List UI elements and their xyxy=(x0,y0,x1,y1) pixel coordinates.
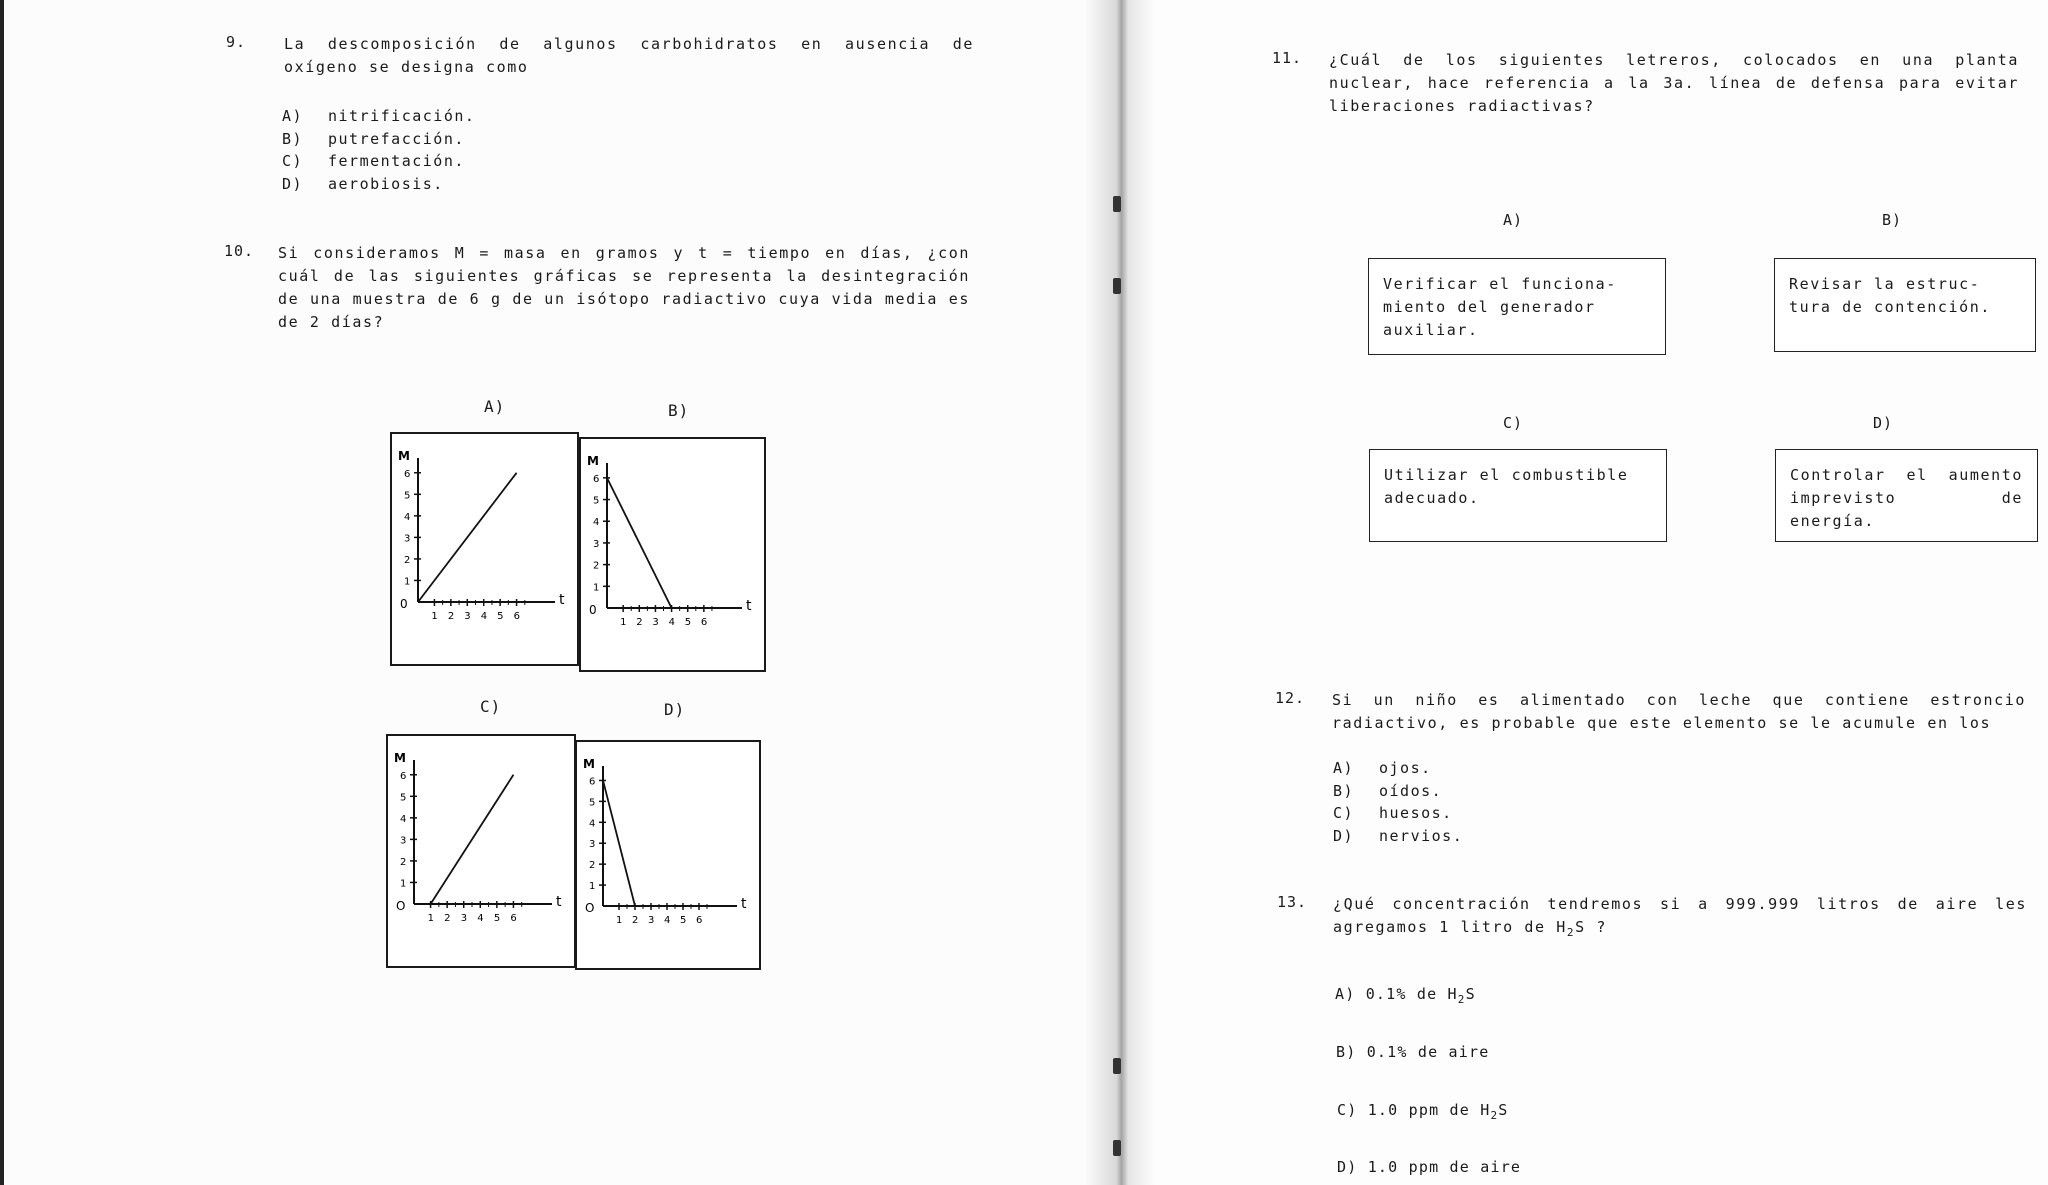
y-tick-label: 2 xyxy=(404,554,411,566)
sign-a[interactable]: Verificar el funciona- miento del generador auxiliar. xyxy=(1368,258,1666,355)
x-tick-label: 1 xyxy=(431,611,438,622)
option-text: fermentación. xyxy=(328,152,465,170)
page-edge xyxy=(0,0,4,1185)
y-tick-label: 2 xyxy=(589,860,596,872)
question-11-number: 11. xyxy=(1272,49,1303,67)
y-tick-label: 1 xyxy=(589,881,596,893)
y-tick-label: 4 xyxy=(400,813,407,825)
question-11-stem: ¿Cuál de los siguientes letreros, colocados en una planta nuclear, hace referencia a la 3a. línea de defensa para evitar liberaciones radiactivas? xyxy=(1329,51,2019,115)
question-10-stem: Si consideramos M = masa en gramos y t = tiempo en días, ¿con cuál de las siguientes gráficas se representa la desintegración de una muestra de 6 g de un isótopo radiactivo cuya vida media es de 2 días? xyxy=(278,244,970,331)
question-12-stem: Si un niño es alimentado con leche que contiene estroncio radiactivo, es probable que este elemento se le acumule en los xyxy=(1332,691,2026,732)
question-13-option-a[interactable] xyxy=(1335,985,1476,1006)
staple-icon xyxy=(1113,1140,1121,1156)
staple-icon xyxy=(1113,196,1121,212)
question-9-option-b[interactable] xyxy=(282,128,475,151)
staple-icon xyxy=(1113,1058,1121,1074)
sign-c[interactable]: Utilizar el combustible adecuado. xyxy=(1369,449,1667,542)
option-letter: C) xyxy=(1333,804,1355,822)
graph-b-label: B) xyxy=(668,401,690,420)
y-tick-label: 6 xyxy=(404,468,411,480)
series-line xyxy=(603,780,635,906)
option-text: huesos. xyxy=(1379,804,1453,822)
option-letter: A) xyxy=(282,107,304,125)
y-axis-label: M xyxy=(394,751,406,765)
sign-d-label: D) xyxy=(1873,414,1894,432)
y-tick-label: 6 xyxy=(593,473,600,485)
option-text: aerobiosis. xyxy=(328,174,444,193)
graph-b-frame[interactable] xyxy=(579,437,766,672)
y-tick-label: 6 xyxy=(400,770,407,782)
x-tick-label: 2 xyxy=(636,617,643,628)
option-letter: C) xyxy=(282,152,304,170)
y-tick-label: 2 xyxy=(593,560,600,572)
x-tick-label: 1 xyxy=(616,915,623,926)
x-tick-label: 1 xyxy=(620,617,627,628)
x-tick-label: 5 xyxy=(493,913,501,924)
sign-b-label: B) xyxy=(1882,211,1903,229)
x-tick-label: 3 xyxy=(648,915,655,926)
question-9-number: 9. xyxy=(226,33,247,51)
x-tick-label: 6 xyxy=(696,915,703,926)
x-tick-label: 4 xyxy=(480,611,488,622)
y-tick-label: 3 xyxy=(404,533,411,545)
option-text: nervios. xyxy=(1379,826,1464,845)
subscript: 2 xyxy=(1490,1109,1499,1122)
x-tick-label: 5 xyxy=(680,915,687,926)
origin-label: 0 xyxy=(400,597,408,611)
option-letter: A) xyxy=(1333,759,1355,777)
question-12-option-a[interactable] xyxy=(1333,757,1463,780)
y-tick-label: 4 xyxy=(589,818,596,830)
question-12-option-c[interactable] xyxy=(1333,802,1463,825)
option-text: S xyxy=(1498,1101,1509,1119)
question-12-options xyxy=(1333,757,1463,847)
x-axis-label: t xyxy=(746,598,752,614)
y-tick-label: 2 xyxy=(400,856,407,868)
graph-d-plot xyxy=(577,742,759,968)
y-axis-label: M xyxy=(398,449,410,463)
x-tick-label: 5 xyxy=(684,617,692,628)
sign-d[interactable]: Controlar el aumento imprevisto de energía. xyxy=(1775,449,2038,542)
subscript: 2 xyxy=(1457,993,1466,1006)
y-tick-label: 1 xyxy=(593,582,600,594)
x-axis-label: t xyxy=(556,894,562,910)
question-13-option-c[interactable] xyxy=(1337,1101,1509,1122)
question-13-number: 13. xyxy=(1277,893,1308,911)
book-gutter xyxy=(1085,0,1155,1185)
graph-c-label: C) xyxy=(480,697,502,716)
question-9-option-c[interactable] xyxy=(282,150,475,173)
y-tick-label: 5 xyxy=(400,792,407,804)
stem-text: ¿Qué concentración tendremos si a 999.999 litros de aire les agregamos 1 litro de H xyxy=(1333,895,2027,936)
question-13-option-b[interactable] xyxy=(1336,1043,1489,1064)
y-tick-label: 4 xyxy=(593,517,600,529)
x-tick-label: 2 xyxy=(444,913,451,924)
question-13-option-d[interactable] xyxy=(1337,1158,1521,1179)
option-text: C) 1.0 ppm de H xyxy=(1337,1101,1491,1119)
x-tick-label: 4 xyxy=(477,913,484,924)
graph-c-plot xyxy=(388,736,574,966)
question-9-options xyxy=(282,105,475,195)
x-tick-label: 2 xyxy=(632,915,639,926)
series-line xyxy=(418,473,517,602)
question-12-option-d[interactable] xyxy=(1333,825,1463,848)
x-tick-label: 4 xyxy=(668,617,675,628)
y-tick-label: 5 xyxy=(589,797,596,809)
graph-a-plot xyxy=(392,434,577,664)
graph-a-frame[interactable] xyxy=(390,432,579,666)
y-tick-label: 3 xyxy=(589,839,596,851)
y-tick-label: 5 xyxy=(404,490,411,502)
option-text: putrefacción. xyxy=(328,129,465,148)
option-text: B) 0.1% de aire xyxy=(1336,1043,1490,1061)
option-text: ojos. xyxy=(1379,759,1432,777)
x-tick-label: 1 xyxy=(427,913,434,924)
staple-icon xyxy=(1113,278,1121,294)
x-axis-label: t xyxy=(559,592,565,608)
series-line xyxy=(431,775,514,904)
y-axis-label: M xyxy=(587,454,599,468)
graph-c-frame[interactable] xyxy=(386,734,576,968)
x-tick-label: 4 xyxy=(664,915,671,926)
sign-a-label: A) xyxy=(1503,211,1524,229)
sign-b[interactable]: Revisar la estruc- tura de contención. xyxy=(1774,258,2036,352)
option-letter: D) xyxy=(282,174,304,193)
x-tick-label: 6 xyxy=(513,611,520,622)
option-text: oídos. xyxy=(1379,781,1443,800)
subscript: 2 xyxy=(1566,926,1576,939)
y-axis-label: M xyxy=(583,757,595,771)
y-tick-label: 3 xyxy=(593,538,600,550)
graph-a-label: A) xyxy=(484,397,506,416)
y-tick-label: 1 xyxy=(404,576,411,588)
question-12-number: 12. xyxy=(1275,689,1306,707)
option-text: S xyxy=(1465,985,1476,1003)
x-tick-label: 5 xyxy=(497,611,504,622)
y-tick-label: 4 xyxy=(404,511,411,523)
question-9-option-d[interactable] xyxy=(282,173,475,196)
origin-label: O xyxy=(585,901,595,915)
option-letter: B) xyxy=(1333,781,1355,800)
question-13-stem xyxy=(1333,893,2027,944)
question-9-option-a[interactable] xyxy=(282,105,475,128)
x-axis-label: t xyxy=(741,896,747,912)
question-12-option-b[interactable] xyxy=(1333,780,1463,803)
right-page xyxy=(1118,0,2048,1185)
option-letter: B) xyxy=(282,129,304,148)
y-tick-label: 5 xyxy=(593,495,600,507)
option-text: D) 1.0 ppm de aire xyxy=(1337,1158,1522,1176)
series-line xyxy=(607,478,672,608)
x-tick-label: 3 xyxy=(652,617,659,628)
option-letter: D) xyxy=(1333,826,1355,845)
graph-d-label: D) xyxy=(664,700,686,719)
x-tick-label: 2 xyxy=(447,611,455,622)
option-text: nitrificación. xyxy=(328,107,476,125)
origin-label: O xyxy=(396,899,406,913)
origin-label: 0 xyxy=(589,603,597,617)
x-tick-label: 3 xyxy=(464,611,471,622)
option-text: A) 0.1% de H xyxy=(1335,985,1458,1003)
graph-b-plot xyxy=(581,439,764,670)
question-9-stem: La descomposición de algunos carbohidratos en ausencia de oxígeno se designa como xyxy=(284,35,974,76)
y-tick-label: 3 xyxy=(400,835,407,847)
y-tick-label: 1 xyxy=(400,878,407,890)
x-tick-label: 6 xyxy=(510,913,517,924)
x-tick-label: 6 xyxy=(700,617,708,628)
stem-text: S ? xyxy=(1575,918,1608,936)
sign-c-label: C) xyxy=(1503,414,1524,432)
question-10-number: 10. xyxy=(224,242,255,260)
graph-d-frame[interactable] xyxy=(575,740,761,970)
y-tick-label: 6 xyxy=(589,776,596,788)
x-tick-label: 3 xyxy=(460,913,468,924)
